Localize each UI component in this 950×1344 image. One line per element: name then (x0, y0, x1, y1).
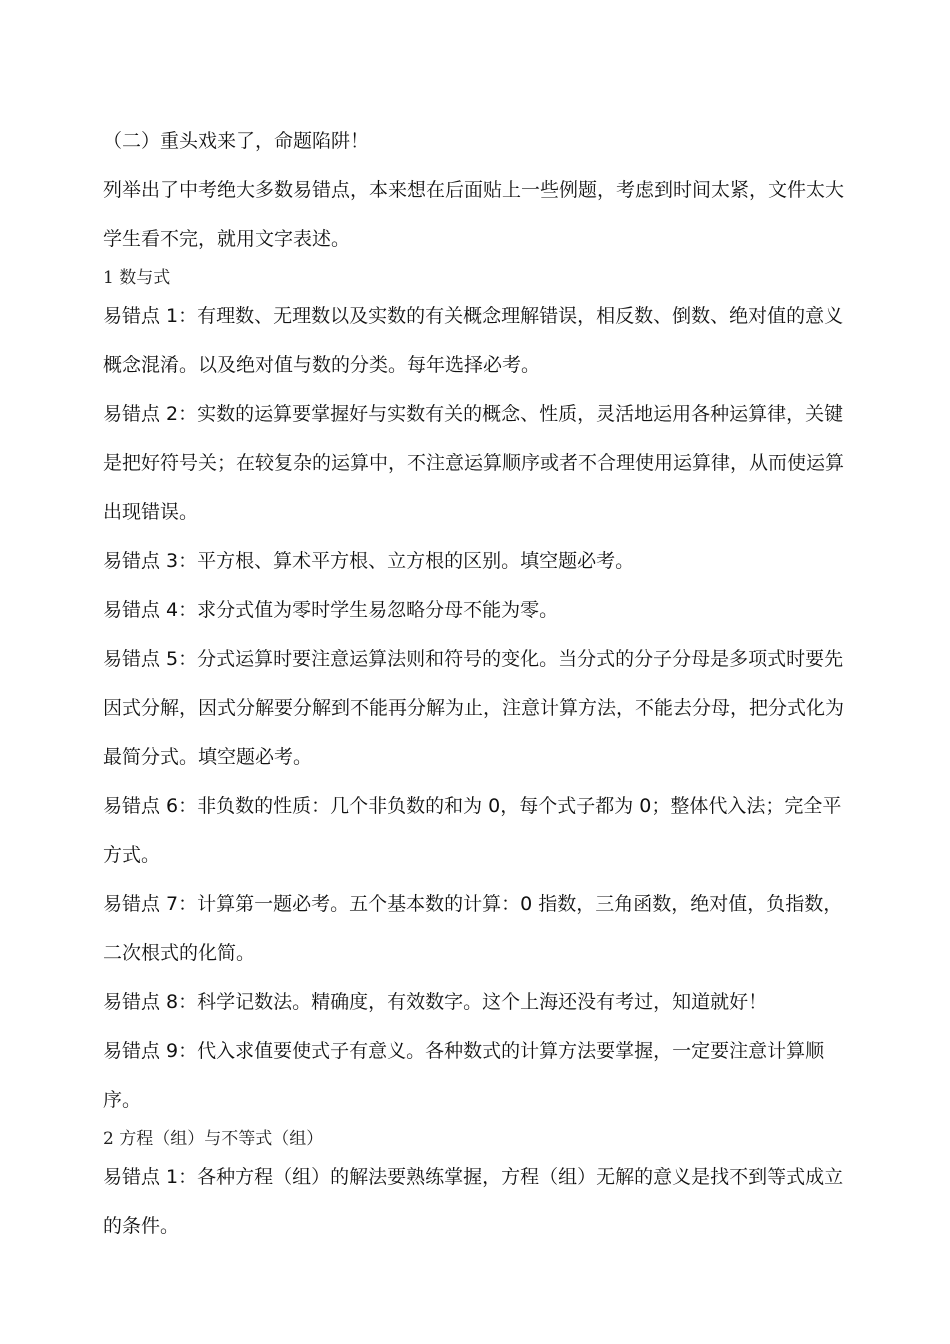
error-point-7: 易错点 7：计算第一题必考。五个基本数的计算：0 指数，三角函数，绝对值，负指数，二次根式的化简。 (103, 893, 843, 964)
intro-paragraph: 列举出了中考绝大多数易错点，本来想在后面贴上一些例题，考虑到时间太紧，文件太大学生看不完，就用文字表述。 (103, 179, 845, 250)
error-point-6: 易错点 6：非负数的性质：几个非负数的和为 0，每个式子都为 0；整体代入法；完全平方式。 (103, 795, 842, 866)
document-body (103, 117, 851, 1251)
section-heading-equations-and-inequalities: 2 方程（组）与不等式（组） (103, 1129, 324, 1149)
section-title: （二）重头戏来了，命题陷阱！ (103, 130, 370, 152)
error-point-3: 易错点 3：平方根、算术平方根、立方根的区别。填空题必考。 (103, 550, 635, 572)
error-point-8: 易错点 8：科学记数法。精确度，有效数字。这个上海还没有考过，知道就好！ (103, 991, 768, 1013)
error-point-9: 易错点 9：代入求值要使式子有意义。各种数式的计算方法要掌握，一定要注意计算顺序。 (103, 1040, 825, 1111)
error-point-2: 易错点 2：实数的运算要掌握好与实数有关的概念、性质，灵活地运用各种运算律，关键是把好符号关；在较复杂的运算中，不注意运算顺序或者不合理使用运算律，从而使运算出现错误。 (103, 403, 845, 523)
error-point-1: 易错点 1：有理数、无理数以及实数的有关概念理解错误，相反数、倒数、绝对值的意义概念混淆。以及绝对值与数的分类。每年选择必考。 (103, 305, 844, 376)
error-point-5: 易错点 5：分式运算时要注意运算法则和符号的变化。当分式的分子分母是多项式时要先因式分解，因式分解要分解到不能再分解为止，注意计算方法，不能去分母，把分式化为最简分式。填空题必考。 (103, 648, 845, 768)
equation-error-point-1: 易错点 1：各种方程（组）的解法要熟练掌握，方程（组）无解的意义是找不到等式成立的条件。 (103, 1166, 844, 1237)
error-point-4: 易错点 4：求分式值为零时学生易忽略分母不能为零。 (103, 599, 559, 621)
section-heading-numbers-and-expressions: 1 数与式 (103, 268, 171, 288)
